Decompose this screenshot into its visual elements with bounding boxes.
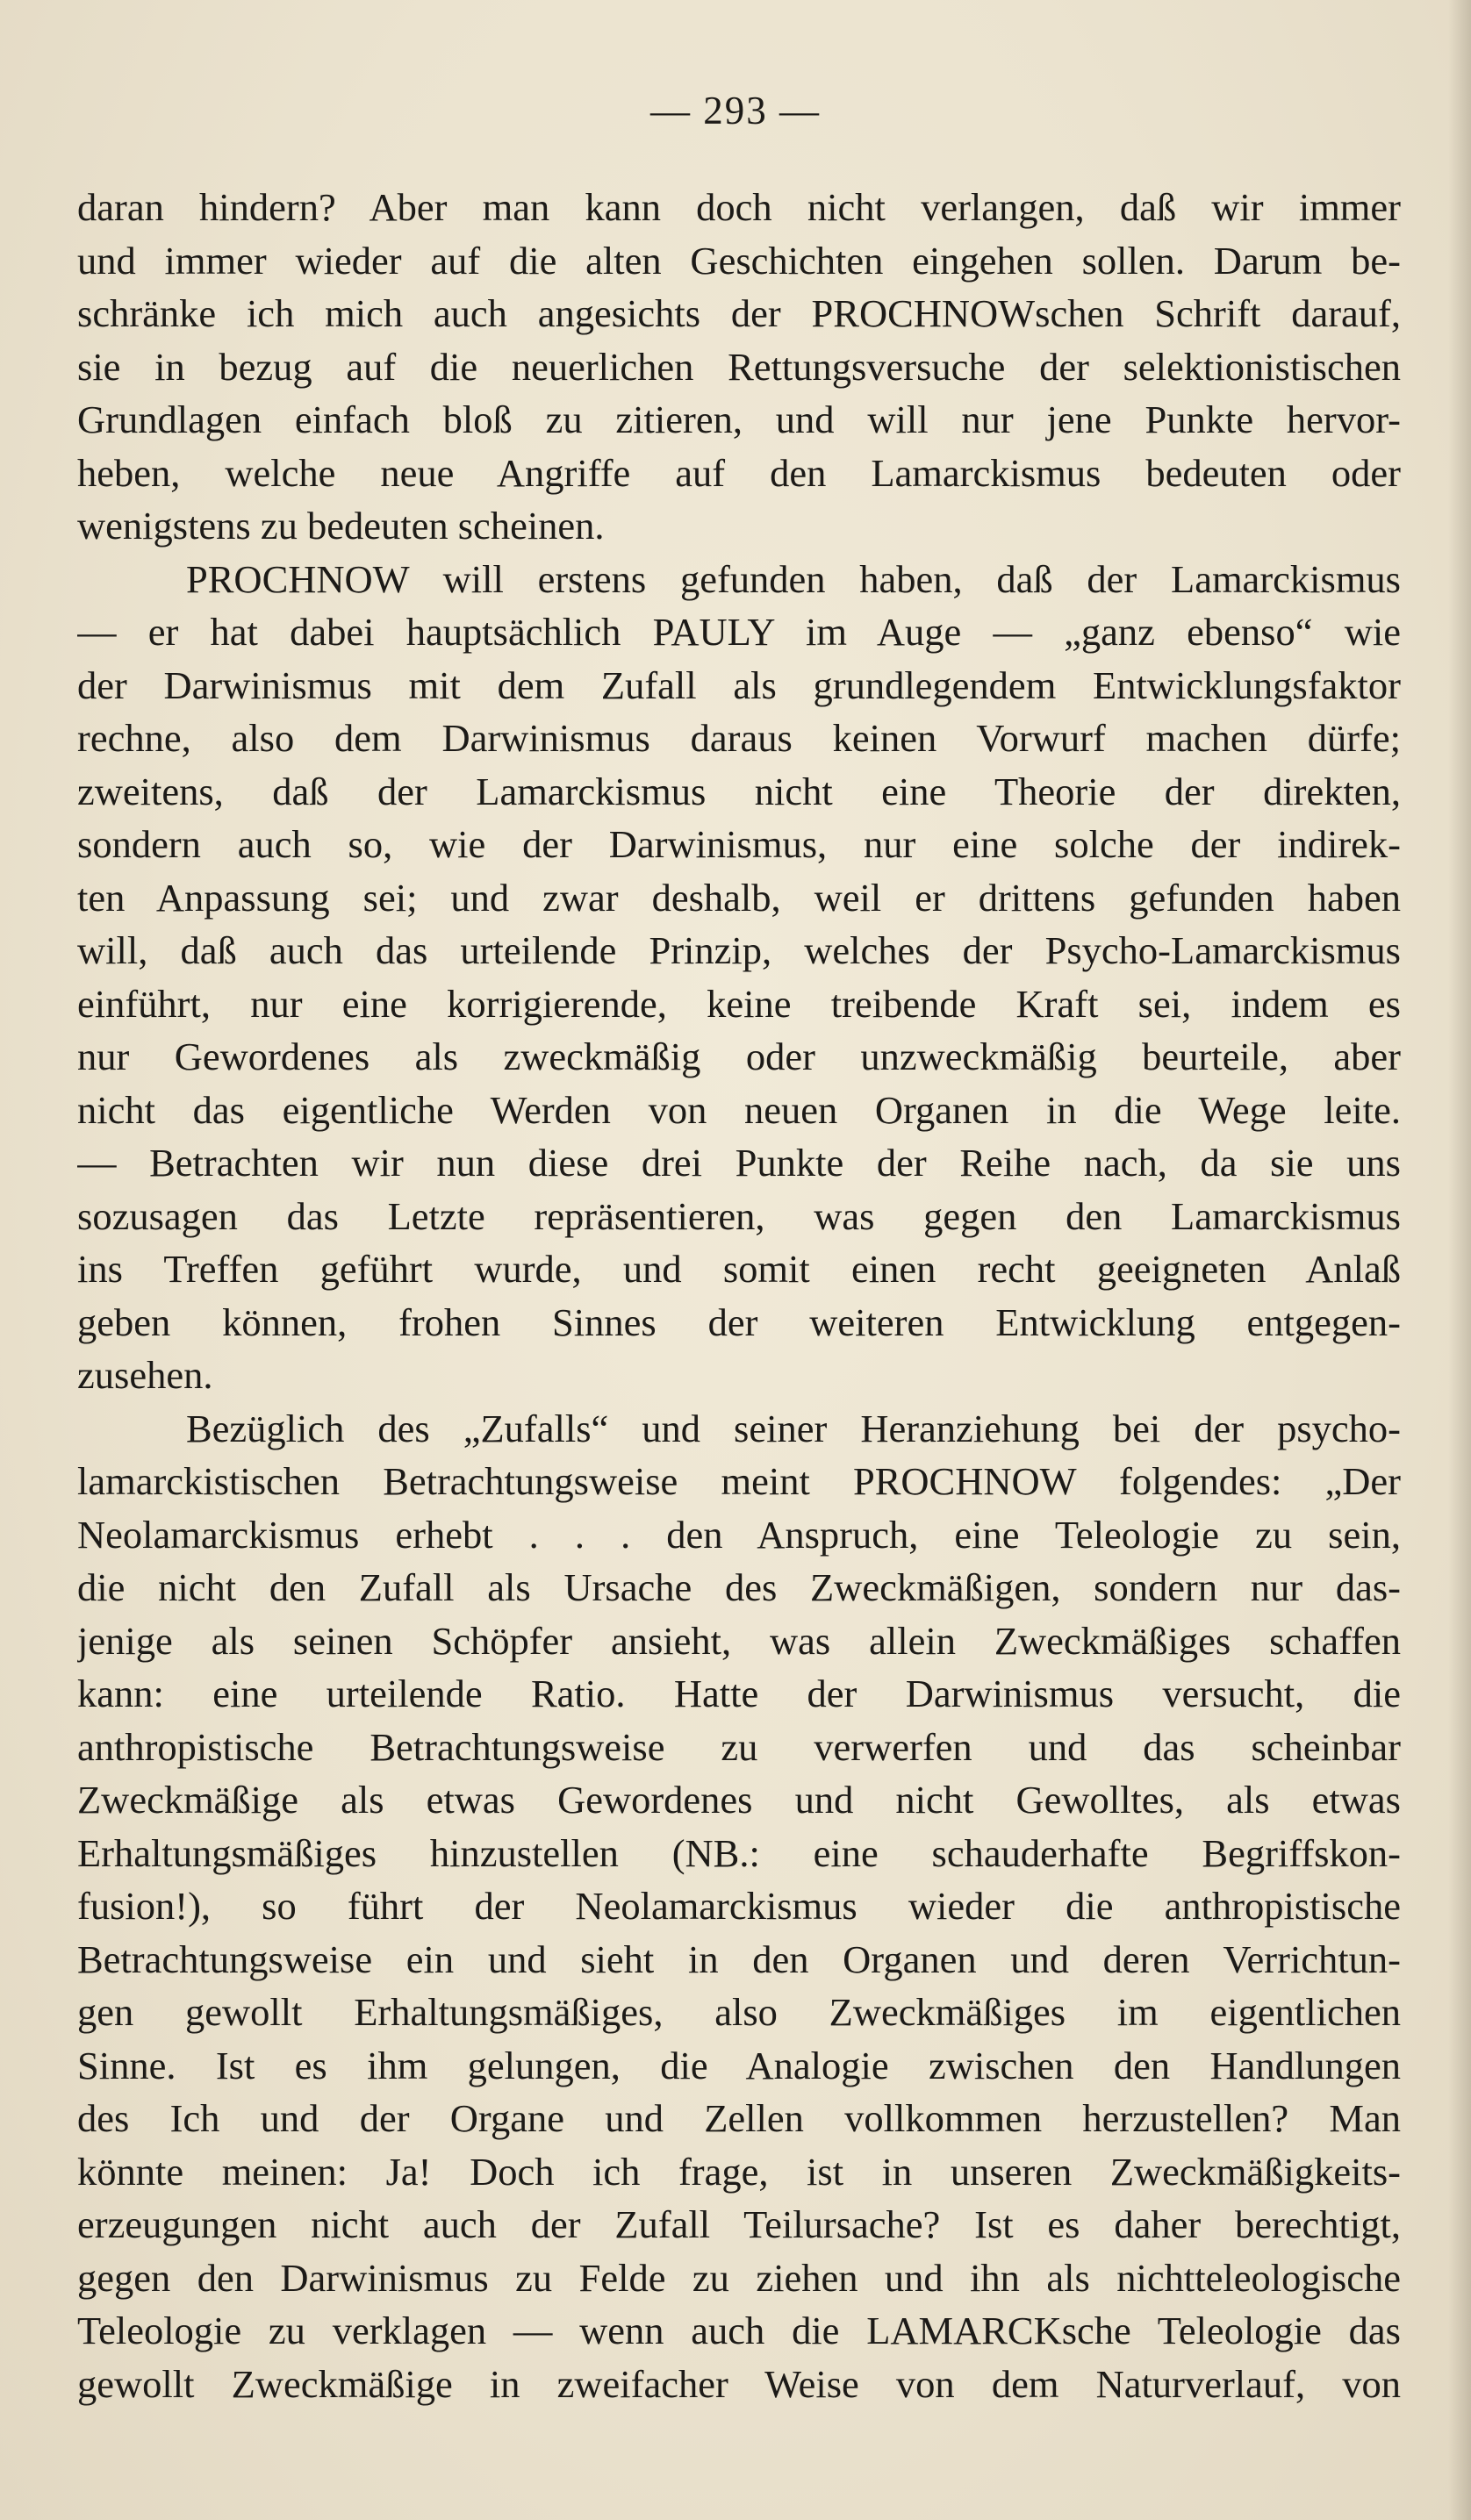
text-line: des Ich und der Organe und Zellen vollkommen herzustellen? Man [77, 2096, 1401, 2140]
text-line: Zweckmäßige als etwas Gewordenes und nicht Gewolltes, als etwas [77, 1778, 1401, 1822]
text-line: jenige als seinen Schöpfer ansieht, was allein Zweckmäßiges schaffen [77, 1618, 1401, 1663]
text-line: rechne, also dem Darwinismus daraus keinen Vorwurf machen dürfe; [77, 716, 1401, 760]
text-line: sie in bezug auf die neuerlichen Rettungsversuche der selektionistischen [77, 344, 1401, 389]
body-text [77, 181, 1401, 2410]
text-line: der Darwinismus mit dem Zufall als grundlegendem Entwicklungsfaktor [77, 662, 1401, 707]
page-shadow [1448, 0, 1471, 2520]
text-line: Teleologie zu verklagen — wenn auch die LAMARCKsche Teleologie das [77, 2309, 1401, 2352]
text-line: sozusagen das Letzte repräsentieren, was gegen den Lamarckismus [77, 1193, 1401, 1238]
text-line: — er hat dabei hauptsächlich PAULY im Auge — „ganz ebenso“ wie [77, 610, 1401, 654]
text-line: gegen den Darwinismus zu Felde zu ziehen und ihn als nichtteleologische [77, 2255, 1401, 2300]
text-line: gen gewollt Erhaltungsmäßiges, also Zweckmäßiges im eigentlichen [77, 1990, 1401, 2034]
text-line: schränke ich mich auch angesichts der PROCHNOWschen Schrift darauf, [77, 291, 1401, 335]
text-line: heben, welche neue Angriffe auf den Lamarckismus bedeuten oder [77, 450, 1401, 495]
text-line: gewollt Zweckmäßige in zweifacher Weise von dem Naturverlauf, von [77, 2361, 1401, 2406]
text-line: ins Treffen geführt wurde, und somit einen recht geeigneten Anlaß [77, 1247, 1401, 1291]
text-line: wenigstens zu bedeuten scheinen. [77, 504, 605, 548]
text-line: — Betrachten wir nun diese drei Punkte der Reihe nach, da sie uns [77, 1141, 1401, 1185]
text-line: lamarckistischen Betrachtungsweise meint PROCHNOW folgendes: „Der [77, 1459, 1401, 1503]
text-line: geben können, frohen Sinnes der weiteren Entwicklung entgegen- [77, 1299, 1401, 1344]
text-line: fusion!), so führt der Neolamarckismus wieder die anthropistische [77, 1884, 1401, 1928]
text-line: will, daß auch das urteilende Prinzip, welches der Psycho-Lamarckismus [77, 928, 1401, 972]
text-line: Erhaltungsmäßiges hinzustellen (NB.: eine schauderhafte Begriffskon- [77, 1830, 1401, 1875]
text-line: nur Gewordenes als zweckmäßig oder unzweckmäßig beurteile, aber [77, 1034, 1401, 1078]
text-line: zweitens, daß der Lamarckismus nicht eine Theorie der direkten, [77, 769, 1401, 813]
text-line: PROCHNOW will erstens gefunden haben, daß der Lamarckismus [186, 556, 1401, 601]
text-line: Bezüglich des „Zufalls“ und seiner Heranziehung bei der psycho- [186, 1406, 1401, 1450]
text-line: Betrachtungsweise ein und sieht in den Organen und deren Verrichtun- [77, 1937, 1401, 1981]
page-number: — 293 — [650, 89, 821, 132]
text-line: könnte meinen: Ja! Doch ich frage, ist in unseren Zweckmäßigkeits- [77, 2149, 1401, 2194]
text-line: die nicht den Zufall als Ursache des Zweckmäßigen, sondern nur das- [77, 1565, 1401, 1609]
text-line: Grundlagen einfach bloß zu zitieren, und will nur jene Punkte hervor- [77, 397, 1401, 441]
text-line: sondern auch so, wie der Darwinismus, nur eine solche der indirek- [77, 822, 1401, 866]
text-line: nicht das eigentliche Werden von neuen Organen in die Wege leite. [77, 1087, 1401, 1132]
text-line: und immer wieder auf die alten Geschichten eingehen sollen. Darum be- [77, 238, 1401, 283]
text-line: einführt, nur eine korrigierende, keine treibende Kraft sei, indem es [77, 981, 1401, 1026]
text-line: erzeugungen nicht auch der Zufall Teilursache? Ist es daher berechtigt, [77, 2202, 1401, 2246]
text-line: daran hindern? Aber man kann doch nicht verlangen, daß wir immer [77, 185, 1401, 229]
text-line: Neolamarckismus erhebt . . . den Anspruch, eine Teleologie zu sein, [77, 1512, 1401, 1557]
text-line: anthropistische Betrachtungsweise zu verwerfen und das scheinbar [77, 1724, 1401, 1769]
text-line: kann: eine urteilende Ratio. Hatte der Darwinismus versucht, die [77, 1672, 1401, 1715]
text-line: Sinne. Ist es ihm gelungen, die Analogie zwischen den Handlungen [77, 2043, 1401, 2087]
text-line: zusehen. [77, 1353, 213, 1397]
text-line: ten Anpassung sei; und zwar deshalb, weil er drittens gefunden haben [77, 875, 1401, 920]
